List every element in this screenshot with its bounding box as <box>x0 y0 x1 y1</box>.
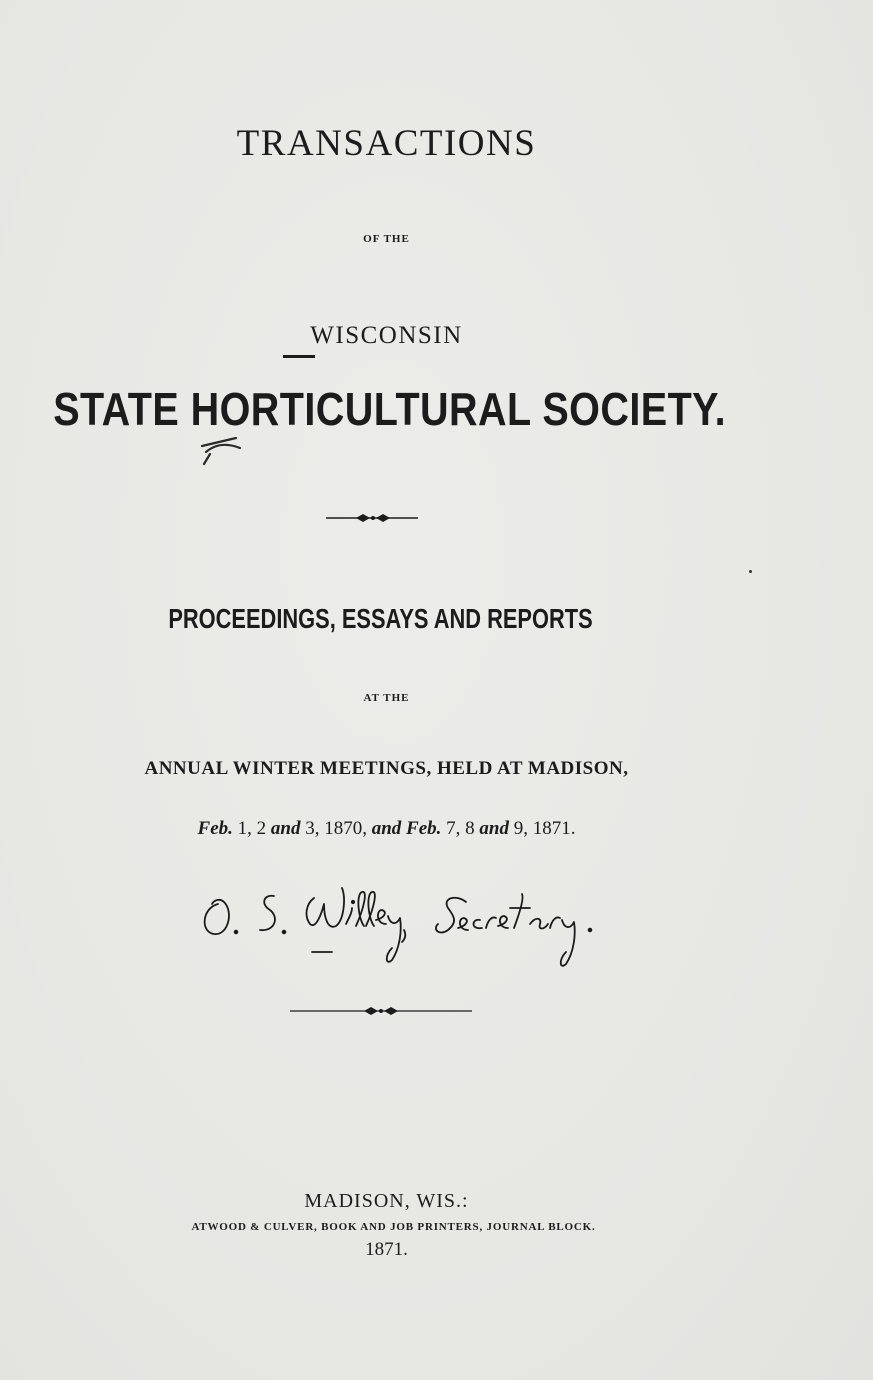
dates-and-1: and <box>270 818 301 839</box>
dates-days-2: 7, 8 <box>446 818 475 839</box>
paper-speck <box>749 570 752 573</box>
dates-and-2: and <box>479 818 509 839</box>
dates-days-1: 1, 2 <box>237 818 267 839</box>
imprint-year: 1871. <box>365 1239 408 1260</box>
dates-feb-2: and Feb. <box>371 818 442 839</box>
document-title: TRANSACTIONS <box>236 123 537 164</box>
dates-year-2: 9, 1871. <box>513 818 576 839</box>
pencil-underline-mark <box>283 355 315 358</box>
society-name: STATE HORTICULTURAL SOCIETY. <box>53 383 727 435</box>
ornament-rule-icon <box>326 512 418 524</box>
meetings-text: ANNUAL WINTER MEETINGS, HELD AT MADISON, <box>144 758 629 779</box>
dates-feb-1: Feb. <box>197 818 233 839</box>
dates-year-1: 3, 1870, <box>305 818 367 839</box>
meeting-dates <box>0 818 823 840</box>
imprint-place: MADISON, WIS.: <box>304 1190 469 1212</box>
subtitle: PROCEEDINGS, ESSAYS AND REPORTS <box>168 603 593 634</box>
pencil-mark-icon <box>196 432 246 466</box>
imprint-printers: ATWOOD & CULVER, BOOK AND JOB PRINTERS, JOURNAL BLOCK. <box>191 1221 596 1233</box>
at-the-text: AT THE <box>363 692 410 704</box>
state-name: WISCONSIN <box>310 322 463 349</box>
handwritten-signature <box>196 868 656 978</box>
ornament-rule-icon <box>290 1005 472 1017</box>
of-the-text: OF THE <box>363 233 410 245</box>
